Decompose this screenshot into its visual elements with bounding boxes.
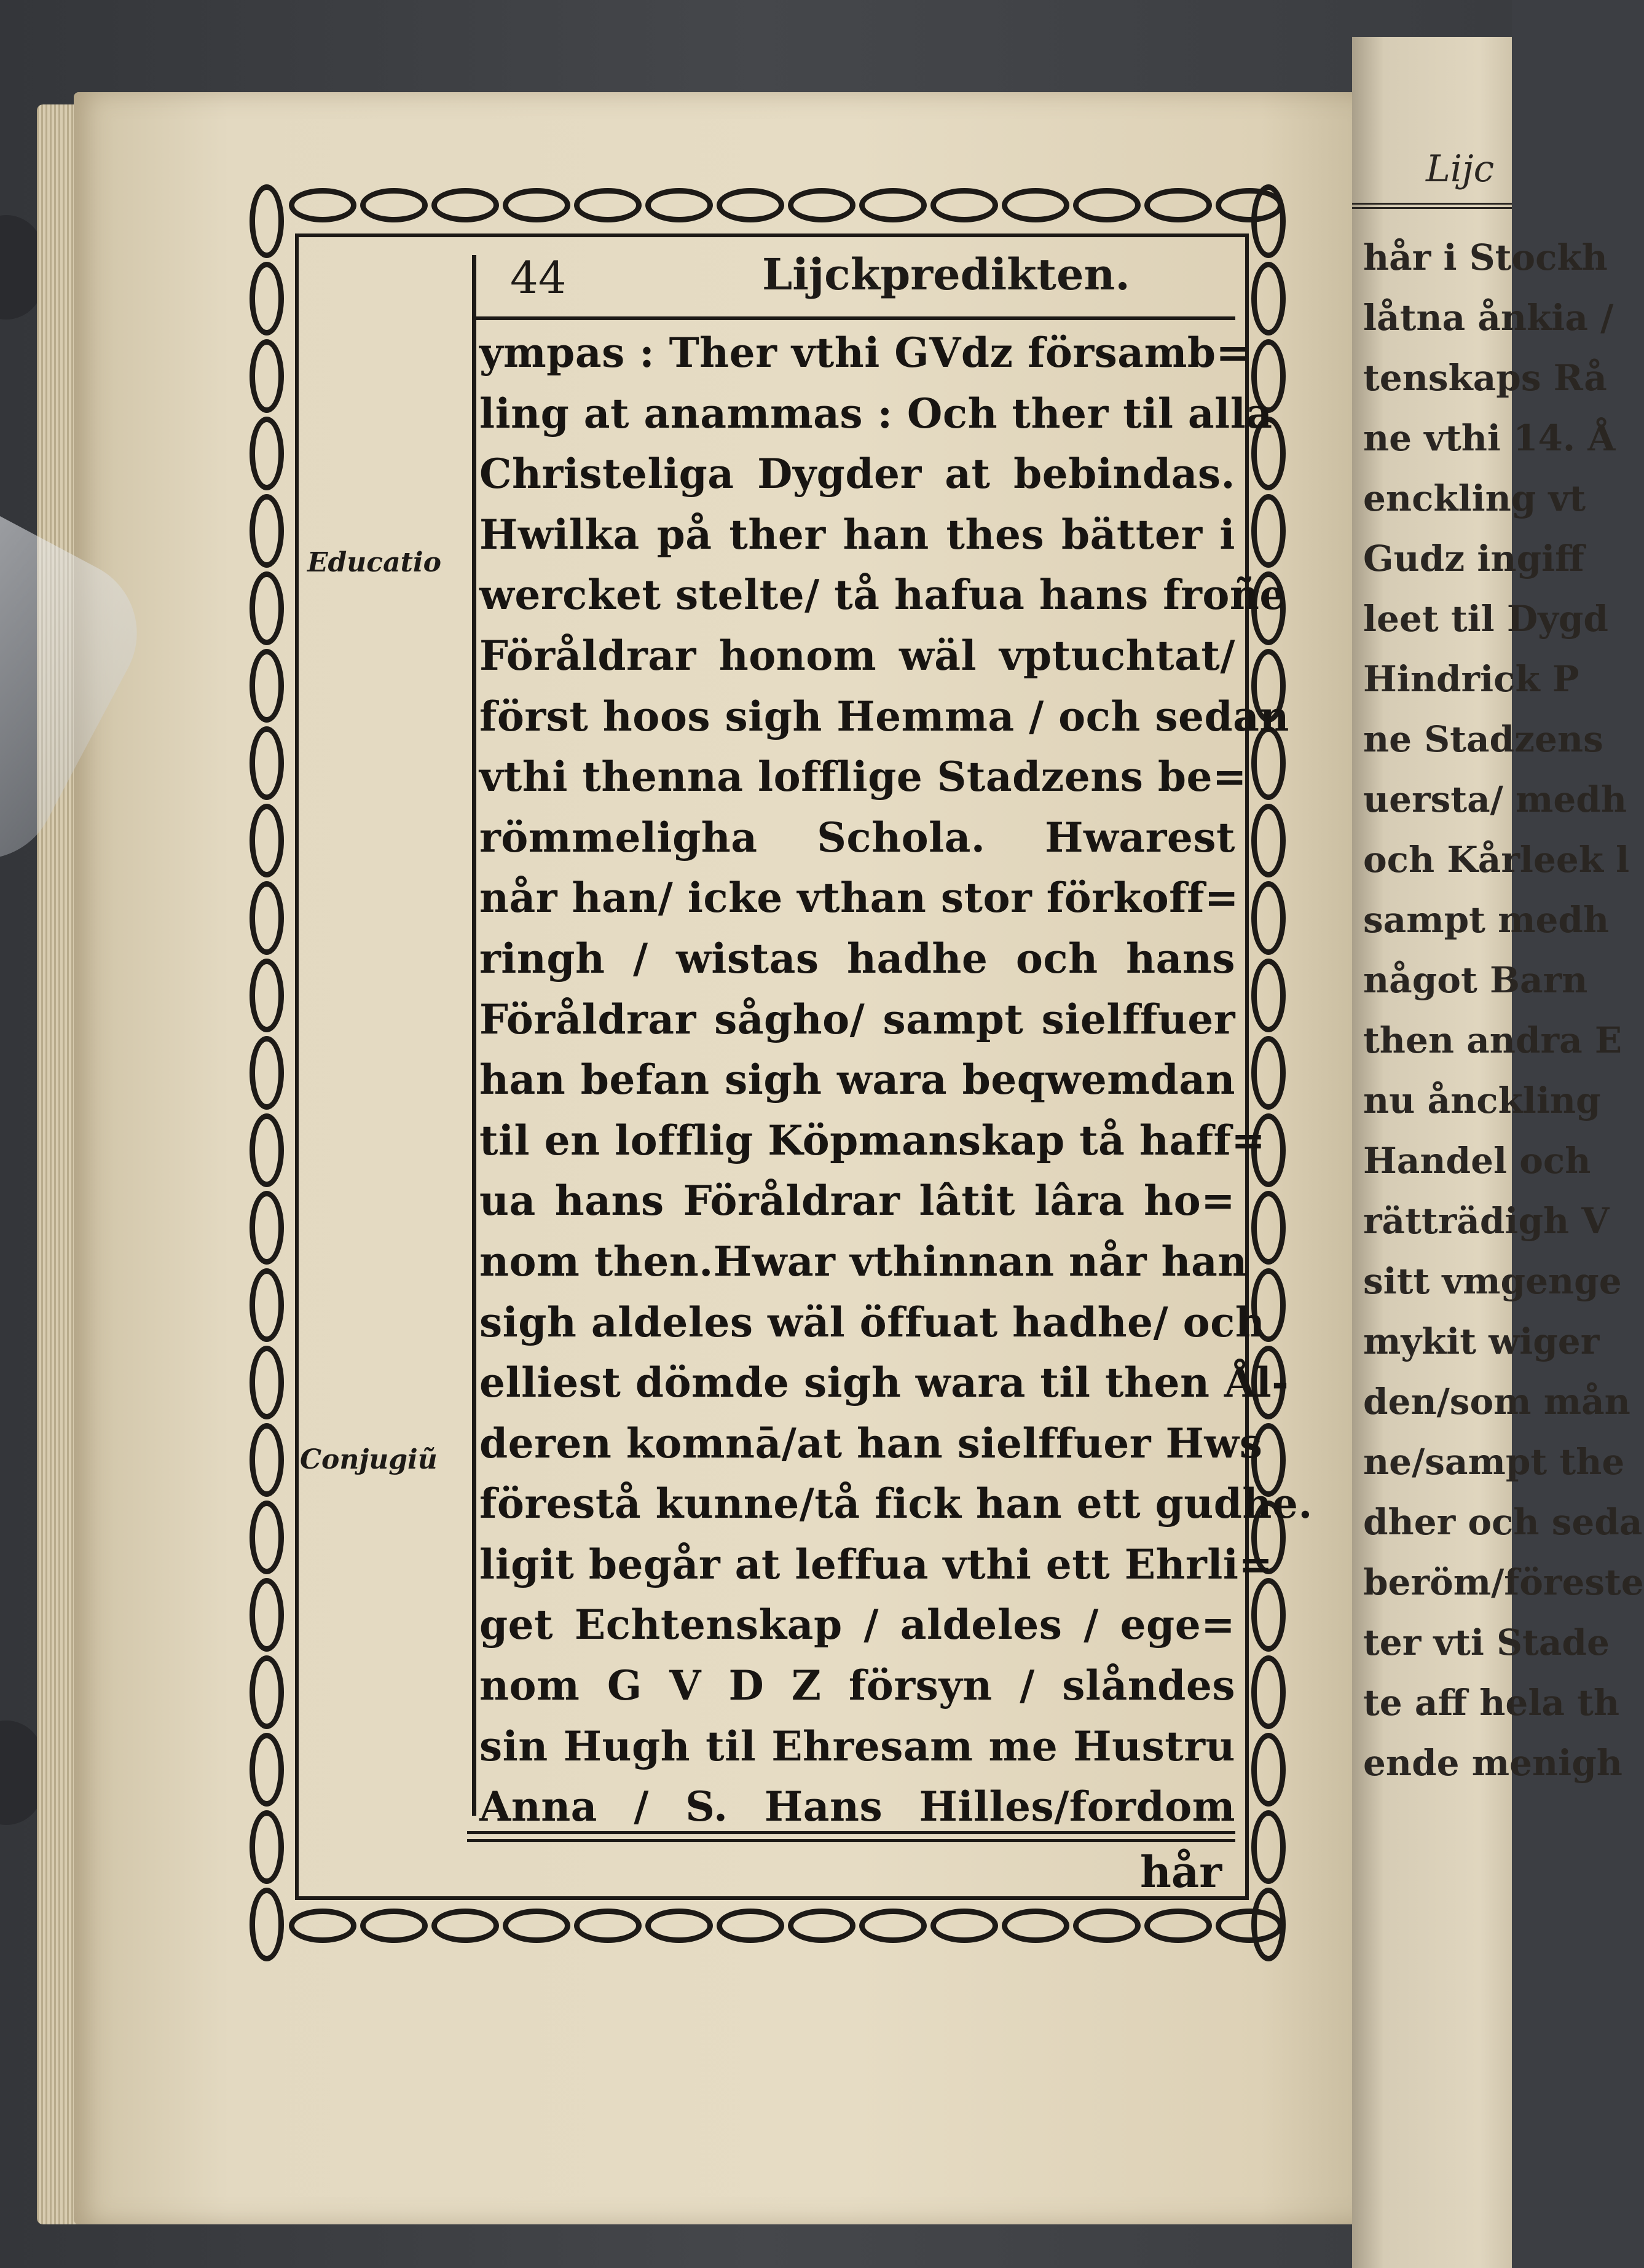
text-line: deren komnā/at han sielffuer Hws (479, 1419, 1263, 1467)
marginal-note-educatio: Educatio (307, 547, 441, 578)
ornament-link (250, 1423, 284, 1497)
text-line: get Echtenskap / aldeles / ege= (479, 1601, 1235, 1649)
text-line: Anna / S. Hans Hilles/fordom (479, 1783, 1235, 1831)
facing-text-line: Gudz ingiff (1363, 538, 1584, 579)
text-line: römmeligha Schola. Hwarest (479, 813, 1235, 861)
facing-text-line: ter vti Stade (1363, 1622, 1610, 1663)
text-line: Föråldrar honom wäl vptuchtat/ (479, 631, 1235, 680)
facing-text-line: dher och seda (1363, 1501, 1643, 1543)
facing-text-line: den/som mån (1363, 1381, 1630, 1422)
ornament-link (717, 1909, 784, 1943)
ornament-link (1251, 184, 1286, 258)
ornament-link (1251, 959, 1286, 1032)
ornament-link (250, 1578, 284, 1652)
page-number: 44 (510, 252, 567, 304)
ornament-link (250, 959, 284, 1032)
left-ornament-border (246, 184, 289, 1954)
text-line: når han/ icke vthan stor förkoff= (479, 874, 1239, 922)
ornament-link (289, 188, 356, 222)
ornament-link (250, 494, 284, 568)
facing-text-line: te aff hela th (1363, 1682, 1620, 1724)
ornament-link (503, 188, 570, 222)
marginal-note-conjugium: Conjugiũ (300, 1444, 438, 1475)
facing-text-line: ne vthi 14. Å (1363, 417, 1616, 459)
ornament-link (1251, 804, 1286, 877)
ornament-link (1002, 188, 1069, 222)
ornament-link (250, 184, 284, 258)
ornament-link (645, 188, 713, 222)
facing-text-line: tenskaps Rå (1363, 357, 1607, 399)
text-line: til en lofflig Köpmanskap tå haff= (479, 1116, 1266, 1164)
page-header (473, 249, 1235, 320)
ornament-link (250, 649, 284, 723)
ornament-link (859, 188, 927, 222)
ornament-link (250, 1888, 284, 1961)
text-line: ringh / wistas hadhe och hans (479, 934, 1235, 983)
text-line: ling at anammas : Och ther til alla (479, 389, 1273, 438)
ornament-link (250, 417, 284, 490)
ornament-link (1251, 1733, 1286, 1807)
ornament-link (1144, 188, 1212, 222)
ornament-link (360, 188, 428, 222)
ornament-link (1251, 1036, 1286, 1110)
ornament-link (503, 1909, 570, 1943)
facing-text-line: uersta/ medh (1363, 779, 1627, 820)
text-line: elliest dömde sigh wara til then Ål- (479, 1359, 1289, 1407)
ornament-link (250, 804, 284, 877)
ornament-link (360, 1909, 428, 1943)
facing-text-line: sitt vmgenge (1363, 1260, 1622, 1302)
footer-rule (467, 1831, 1235, 1842)
facing-text-line: och Kårleek l (1363, 839, 1630, 881)
ornament-link (431, 188, 499, 222)
ornament-link (1251, 1888, 1286, 1961)
ornament-link (1073, 188, 1141, 222)
ornament-link (250, 881, 284, 955)
facing-page (1352, 37, 1644, 2268)
facing-text-line: rätträdigh V (1363, 1200, 1610, 1242)
ornament-link (1251, 1655, 1286, 1729)
bottom-ornament-border (289, 1905, 1248, 1948)
ornament-link (930, 1909, 998, 1943)
ornament-link (1144, 1909, 1212, 1943)
ornament-link (717, 188, 784, 222)
text-line: nom G V D Z försyn / slåndes (479, 1662, 1235, 1710)
text-line: först hoos sigh Hemma / och sedan (479, 692, 1289, 740)
ornament-link (250, 1655, 284, 1729)
ornament-link (250, 1113, 284, 1187)
ornament-link (250, 1501, 284, 1574)
right-ornament-border (1248, 184, 1291, 1954)
ornament-link (788, 188, 855, 222)
facing-text-line: then andra E (1363, 1019, 1622, 1061)
facing-text-line: nu ånckling (1363, 1080, 1601, 1121)
text-line: vthi thenna lofflige Stadzens be= (479, 753, 1247, 801)
ornament-link (250, 1036, 284, 1110)
facing-text-line: Hindrick P (1363, 658, 1579, 700)
text-line: Christeliga Dygder at bebindas. (479, 450, 1235, 498)
facing-text-line: beröm/föreste (1363, 1561, 1644, 1603)
ornament-link (788, 1909, 855, 1943)
facing-text-line: Handel och (1363, 1140, 1591, 1182)
text-line: ligit begår at leffua vthi ett Ehrli= (479, 1540, 1273, 1588)
ornament-link (289, 1909, 356, 1943)
ornament-link (1073, 1909, 1141, 1943)
ornament-link (1251, 1191, 1286, 1265)
text-line: ympas : Ther vthi GVdz församb= (479, 329, 1251, 377)
text-line: wercket stelte/ tå hafua hans froñe (479, 571, 1286, 619)
facing-text-line: ne/sampt the (1363, 1441, 1625, 1483)
ornament-link (431, 1909, 499, 1943)
facing-text-line: leet til Dygd (1363, 598, 1608, 640)
facing-text-line: hår i Stockh (1363, 237, 1608, 278)
facing-text-line: enckling vt (1363, 477, 1586, 519)
text-line: Hwilka på ther han thes bätter i (479, 510, 1235, 559)
ornament-link (1002, 1909, 1069, 1943)
ornament-link (250, 1268, 284, 1342)
body-text (479, 323, 1313, 1837)
ornament-link (859, 1909, 927, 1943)
ornament-link (250, 726, 284, 800)
ornament-link (250, 1733, 284, 1807)
facing-running-head: Lijc (1426, 147, 1495, 190)
facing-text-line: mykit wiger (1363, 1320, 1600, 1362)
facing-page-text (1352, 227, 1644, 1793)
text-line: sigh aldeles wäl öffuat hadhe/ och (479, 1298, 1265, 1346)
ornament-link (1251, 262, 1286, 335)
ornament-link (1251, 1810, 1286, 1884)
ornament-link (1251, 494, 1286, 568)
text-line: sin Hugh til Ehresam me Hustru (479, 1722, 1235, 1770)
facing-text-line: sampt medh (1363, 899, 1610, 941)
facing-text-line: något Barn (1363, 959, 1588, 1001)
ornament-link (250, 1810, 284, 1884)
ornament-link (574, 1909, 642, 1943)
ornament-link (1251, 1578, 1286, 1652)
text-line: Föråldrar sågho/ sampt sielffuer (479, 995, 1235, 1043)
ornament-link (250, 1191, 284, 1265)
facing-text-line: låtna ånkia / (1363, 297, 1614, 339)
text-line: förestå kunne/tå fick han ett gudhe. (479, 1480, 1313, 1528)
ornament-link (250, 339, 284, 413)
text-line: han befan sigh wara beqwemdan (479, 1056, 1235, 1104)
catchword: hår (1140, 1846, 1222, 1897)
ornament-link (1251, 881, 1286, 955)
text-line: ua hans Föråldrar lâtit lâra ho= (479, 1177, 1235, 1225)
margin-rule (472, 255, 476, 1816)
ornament-link (574, 188, 642, 222)
running-head: Lijckpredikten. (762, 249, 1130, 300)
top-ornament-border (289, 184, 1248, 227)
ornament-link (645, 1909, 713, 1943)
facing-page-border (1352, 92, 1512, 209)
ornament-link (250, 262, 284, 335)
facing-text-line: ende menigh (1363, 1742, 1622, 1784)
ornament-link (250, 571, 284, 645)
text-line: nom then.Hwar vthinnan når han (479, 1237, 1248, 1285)
facing-text-line: ne Stadzens (1363, 718, 1603, 760)
ornament-link (250, 1346, 284, 1419)
ornament-link (930, 188, 998, 222)
